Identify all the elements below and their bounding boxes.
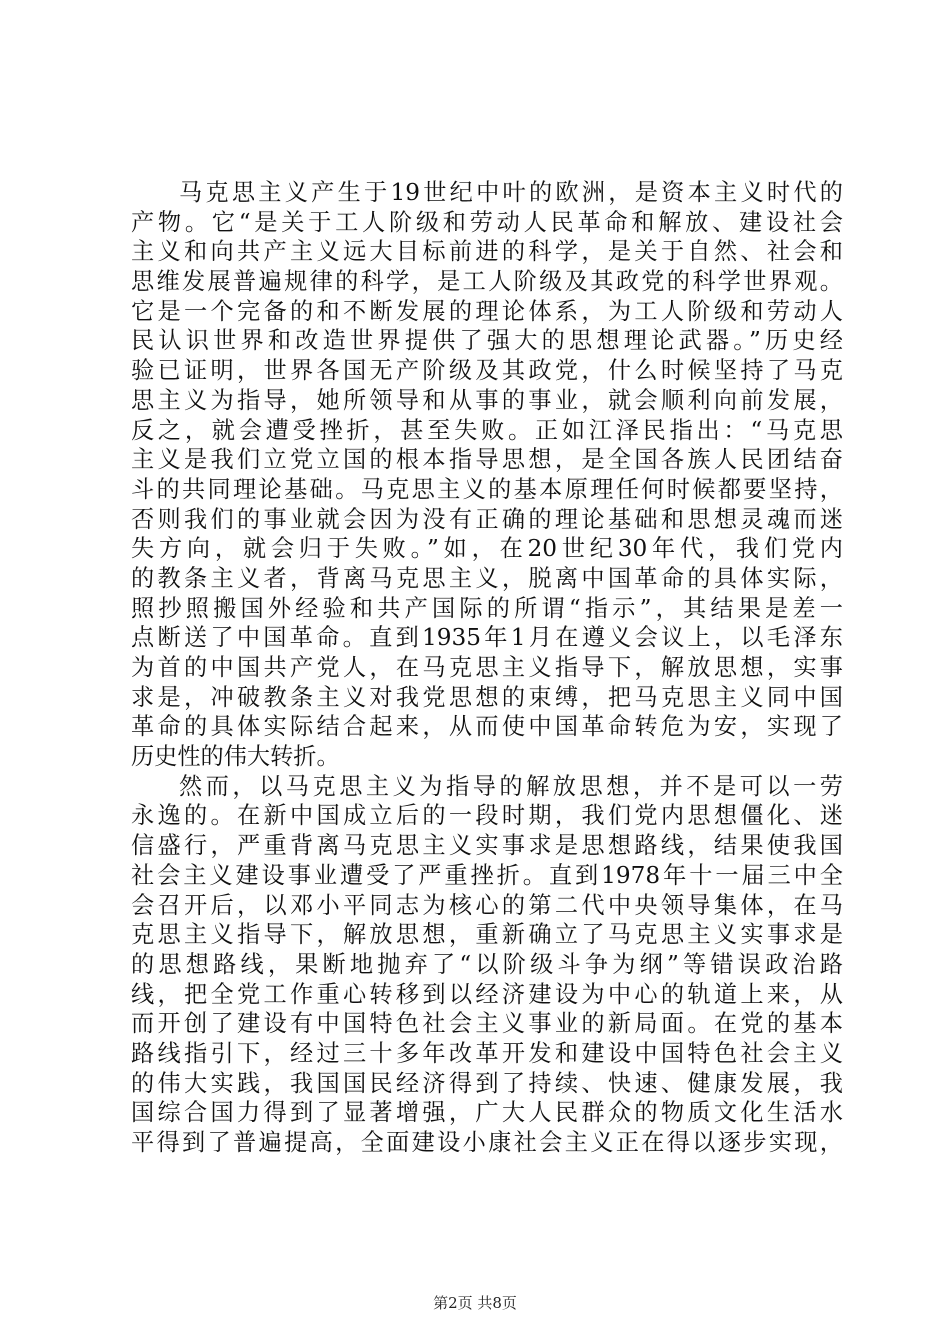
paragraph-2 bbox=[131, 772, 843, 1158]
text-line: 产物。它“是关于工人阶级和劳动人民革命和解放、建设社会 bbox=[131, 208, 843, 236]
text-line: 验已证明，世界各国无产阶级及其政党，什么时候坚持了马克 bbox=[131, 357, 843, 385]
text-line: 的思想路线，果断地抛弃了“以阶级斗争为纲”等错误政治路 bbox=[131, 950, 843, 978]
text-line: 主义和向共产主义远大目标前进的科学，是关于自然、社会和 bbox=[131, 238, 843, 266]
text-line: 线，把全党工作重心转移到以经济建设为中心的轨道上来，从 bbox=[131, 980, 843, 1008]
text-line: 国综合国力得到了显著增强，广大人民群众的物质文化生活水 bbox=[131, 1099, 843, 1127]
text-line: 否则我们的事业就会因为没有正确的理论基础和思想灵魂而迷 bbox=[131, 505, 843, 533]
text-line: 为首的中国共产党人，在马克思主义指导下，解放思想，实事 bbox=[131, 654, 843, 681]
text-line: 思主义为指导，她所领导和从事的事业，就会顺利向前发展， bbox=[131, 386, 843, 414]
text-line: 反之，就会遭受挫折，甚至失败。正如江泽民指出：“马克思 bbox=[131, 416, 843, 444]
text-line: 社会主义建设事业遭受了严重挫折。直到1978年十一届三中全 bbox=[131, 861, 843, 889]
text-line: 平得到了普遍提高，全面建设小康社会主义正在得以逐步实现， bbox=[131, 1129, 843, 1156]
paragraph-1 bbox=[131, 178, 843, 772]
text-line: 民认识世界和改造世界提供了强大的思想理论武器。”历史经 bbox=[131, 327, 843, 355]
text-line: 信盛行，严重背离马克思主义实事求是思想路线，结果使我国 bbox=[131, 832, 843, 860]
text-line: 点断送了中国革命。直到1935年1月在遵义会议上，以毛泽东 bbox=[131, 624, 843, 652]
text-line: 它是一个完备的和不断发展的理论体系，为工人阶级和劳动人 bbox=[131, 297, 843, 325]
text-line: 的教条主义者，背离马克思主义，脱离中国革命的具体实际， bbox=[131, 564, 843, 592]
text-line: 革命的具体实际结合起来，从而使中国革命转危为安，实现了 bbox=[131, 713, 843, 741]
text-line: 的伟大实践，我国国民经济得到了持续、快速、健康发展，我 bbox=[131, 1069, 843, 1097]
text-line: 思维发展普遍规律的科学，是工人阶级及其政党的科学世界观。 bbox=[131, 268, 843, 296]
text-line: 会召开后，以邓小平同志为核心的第二代中央领导集体，在马 bbox=[131, 891, 843, 919]
text-line: 然而，以马克思主义为指导的解放思想，并不是可以一劳 bbox=[179, 772, 843, 800]
text-line: 主义是我们立党立国的根本指导思想，是全国各族人民团结奋 bbox=[131, 446, 843, 474]
text-line: 斗的共同理论基础。马克思主义的基本原理任何时候都要坚持， bbox=[131, 475, 843, 503]
text-line: 而开创了建设有中国特色社会主义事业的新局面。在党的基本 bbox=[131, 1010, 843, 1038]
text-line: 永逸的。在新中国成立后的一段时期，我们党内思想僵化、迷 bbox=[131, 802, 843, 830]
text-line: 失方向，就会归于失败。”如，在20世纪30年代，我们党内 bbox=[131, 535, 843, 563]
text-line: 克思主义指导下，解放思想，重新确立了马克思主义实事求是 bbox=[131, 921, 843, 949]
text-line: 马克思主义产生于19世纪中叶的欧洲，是资本主义时代的 bbox=[179, 179, 843, 206]
text-line: 求是，冲破教条主义对我党思想的束缚，把马克思主义同中国 bbox=[131, 683, 843, 711]
document-body bbox=[131, 178, 843, 1158]
text-line: 历史性的伟大转折。 bbox=[131, 743, 340, 771]
text-line: 照抄照搬国外经验和共产国际的所谓“指示”，其结果是差一 bbox=[131, 594, 843, 622]
text-line: 路线指引下，经过三十多年改革开发和建设中国特色社会主义 bbox=[131, 1039, 843, 1067]
page-number: 第2页 共8页 bbox=[433, 1294, 517, 1312]
